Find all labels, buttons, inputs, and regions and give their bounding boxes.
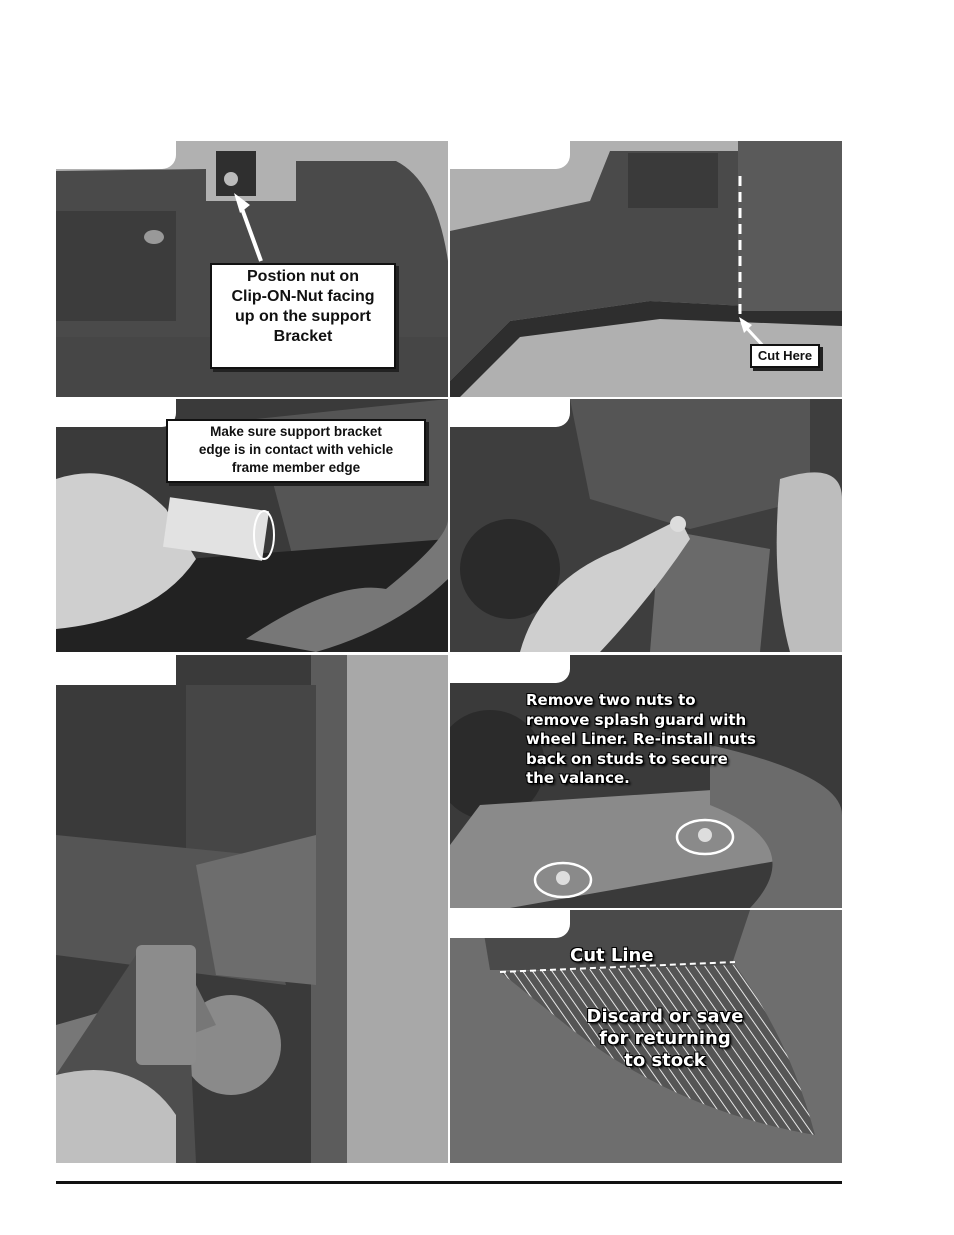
caption-cut-line: Cut Line xyxy=(570,945,654,966)
caption-remove-nuts: Remove two nuts to remove splash guard with wheel Liner. Re-install nuts back on studs to secure the valance. xyxy=(526,691,756,787)
panel-corner-tab xyxy=(450,655,570,683)
panel-corner-tab xyxy=(450,910,570,938)
photo-cut-here xyxy=(450,141,842,397)
photo-nut-install-image xyxy=(450,399,842,652)
panel-corner-tab xyxy=(56,655,176,683)
caption-discard-or-save: Discard or save for returning to stock xyxy=(586,1006,744,1071)
photo-bracket-nut xyxy=(56,141,448,397)
panel-corner-tab xyxy=(56,141,176,169)
photo-remove-nuts xyxy=(450,655,842,908)
panel-corner-tab xyxy=(450,141,570,169)
photo-cut-line xyxy=(450,910,842,1163)
photo-drilling xyxy=(56,655,448,1163)
panel-corner-tab xyxy=(450,399,570,427)
panel-corner-tab xyxy=(56,399,176,427)
callout-bracket-contact: Make sure support bracket edge is in contact with vehicle frame member edge xyxy=(166,419,426,483)
photo-drilling-image xyxy=(56,655,448,1163)
callout-cut-here: Cut Here xyxy=(750,344,820,368)
footer-rule xyxy=(56,1181,842,1184)
photo-nut-install xyxy=(450,399,842,652)
photo-bracket-contact xyxy=(56,399,448,652)
callout-position-nut: Postion nut on Clip-ON-Nut facing up on the support Bracket xyxy=(210,263,396,369)
